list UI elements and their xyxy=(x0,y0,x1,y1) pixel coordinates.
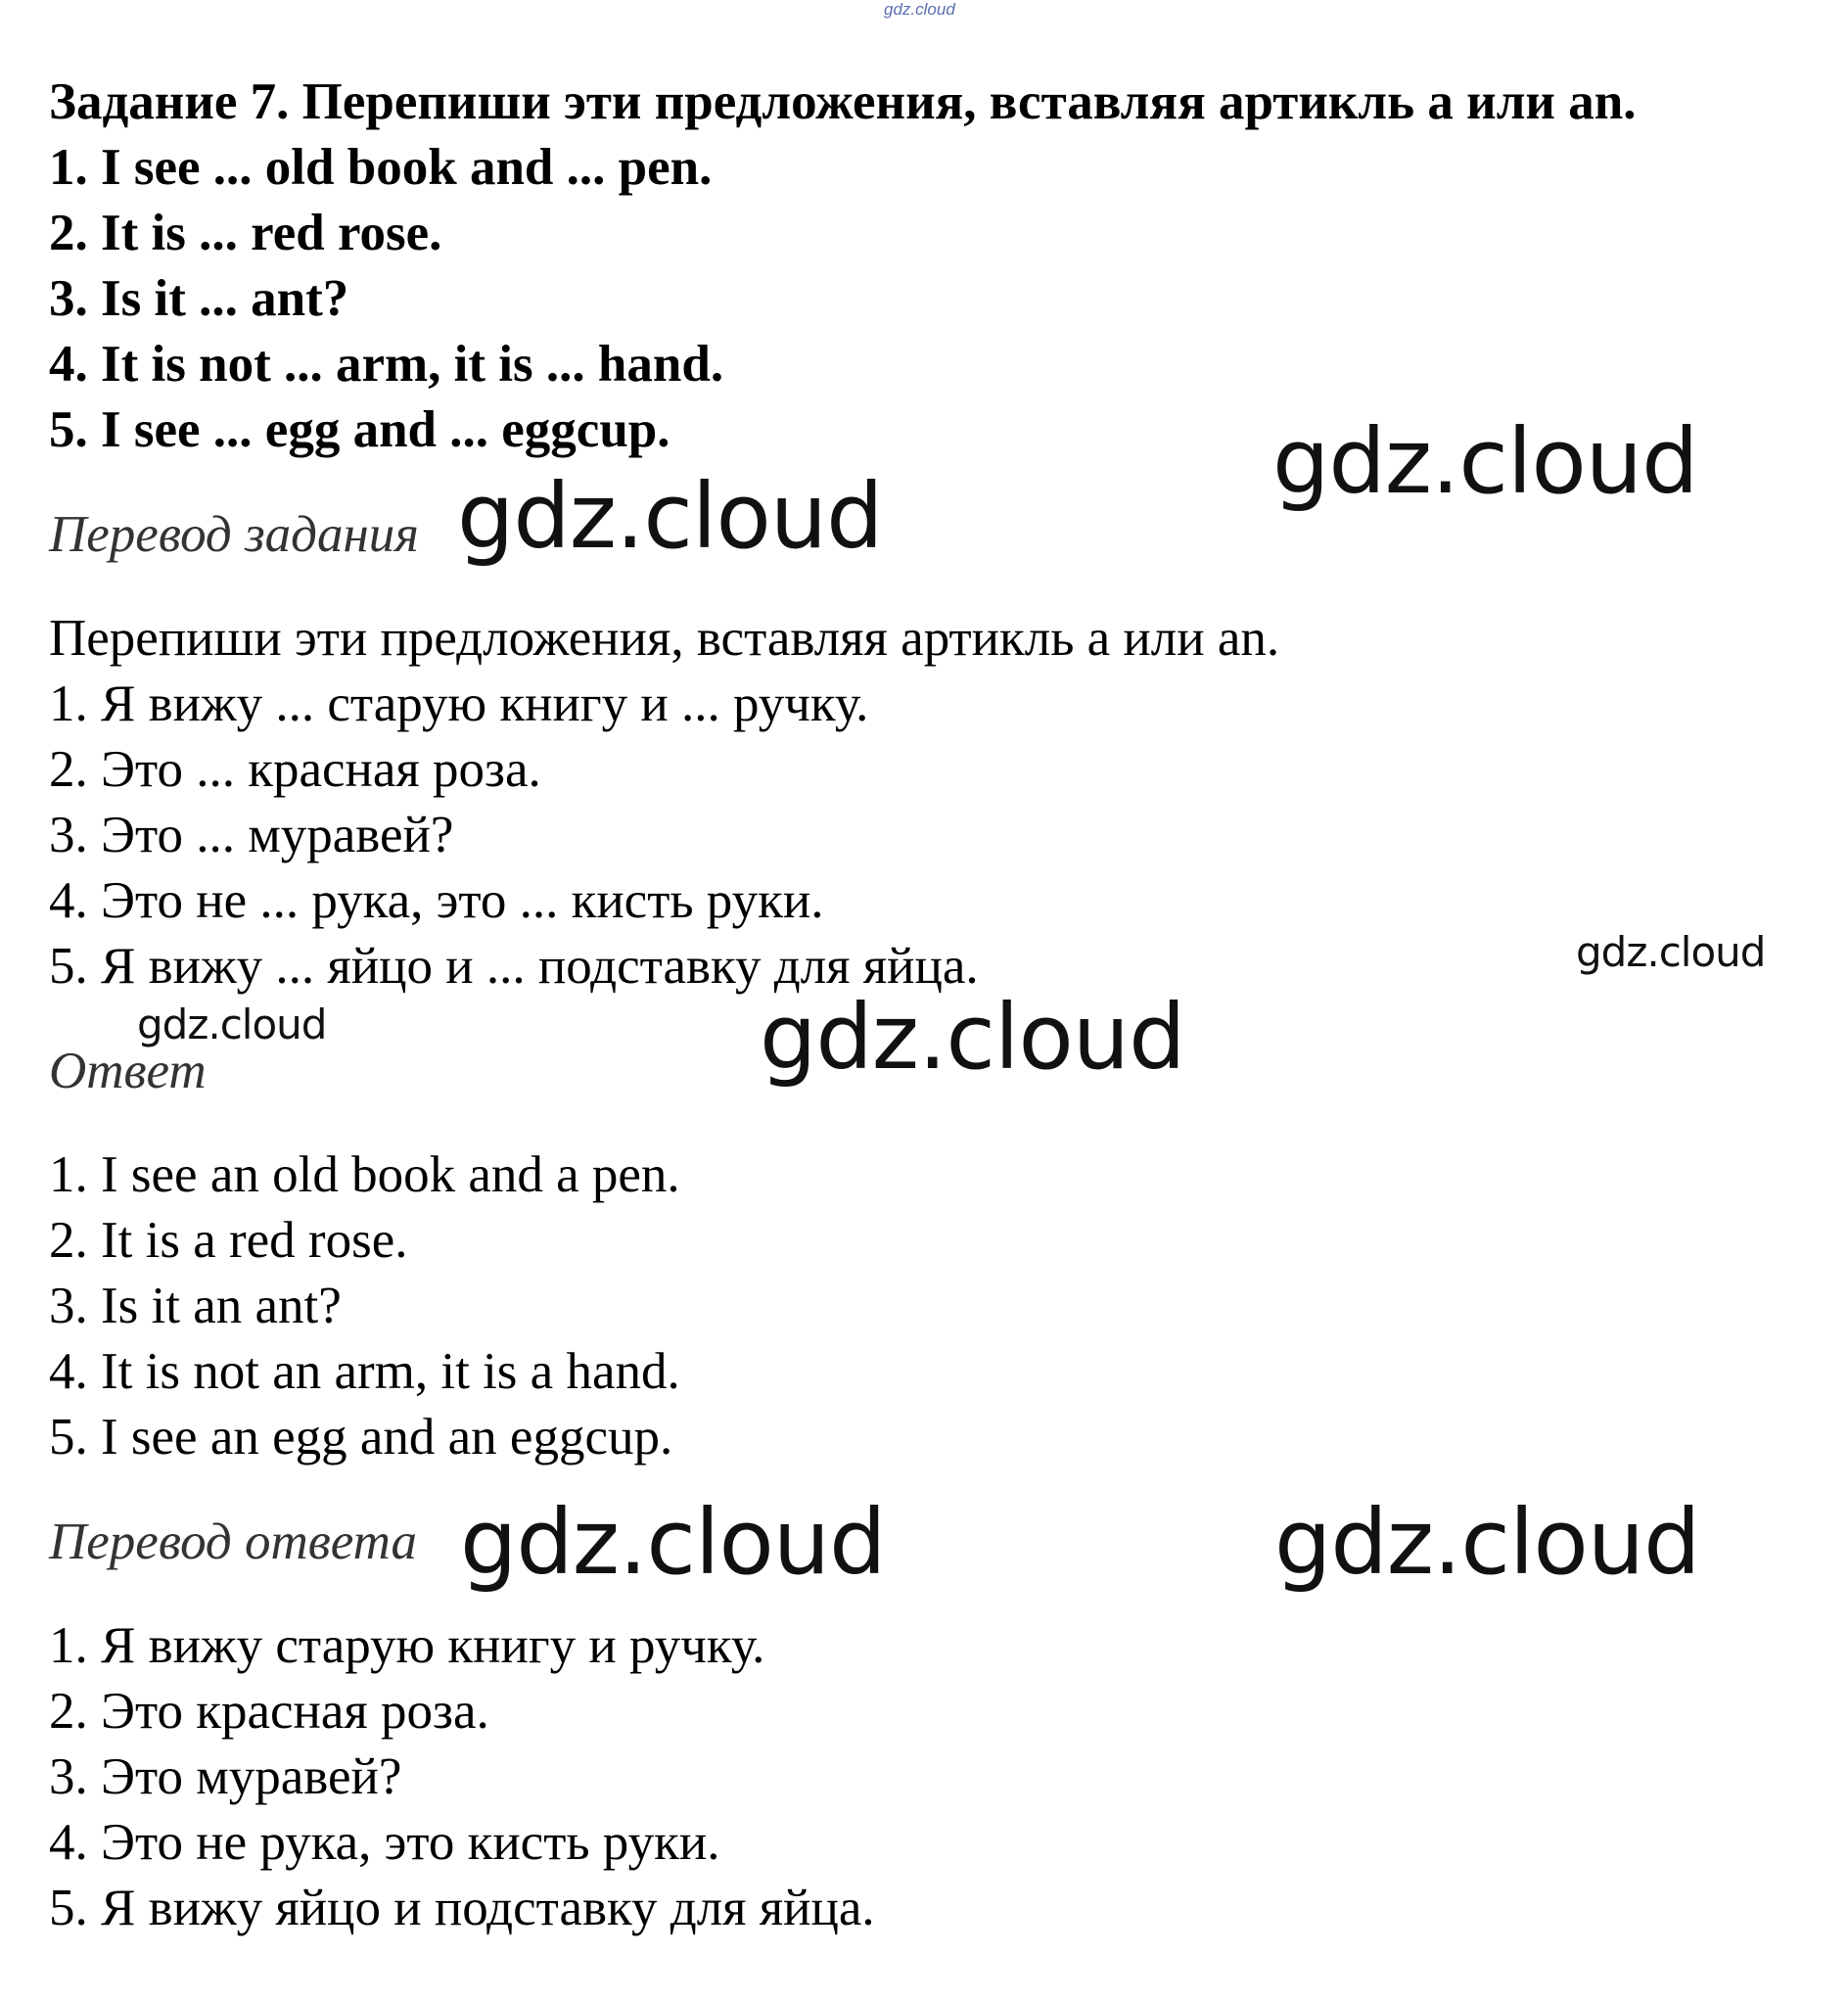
task-translation-item-2: 2. Это ... красная роза. xyxy=(49,741,541,798)
task-translation-item-5: 5. Я вижу ... яйцо и ... подставку для яйца. xyxy=(49,938,979,995)
answer-item-2: 2. It is a red rose. xyxy=(49,1212,408,1269)
answer-item-1: 1. I see an old book and a pen. xyxy=(49,1146,680,1203)
task-item-1: 1. I see ... old book and ... pen. xyxy=(49,139,713,196)
watermark-2: gdz.cloud xyxy=(457,464,883,569)
watermark-6: gdz.cloud xyxy=(460,1490,886,1595)
watermark-7: gdz.cloud xyxy=(1274,1490,1700,1595)
watermark-4: gdz.cloud xyxy=(137,1000,327,1048)
answer-translation-item-3: 3. Это муравей? xyxy=(49,1748,402,1805)
task-item-3: 3. Is it ... ant? xyxy=(49,270,349,327)
top-watermark: gdz.cloud xyxy=(884,0,955,19)
task-item-2: 2. It is ... red rose. xyxy=(49,205,442,261)
watermark-3: gdz.cloud xyxy=(1576,928,1766,976)
task-translation-item-4: 4. Это не ... рука, это ... кисть руки. xyxy=(49,872,824,929)
answer-translation-item-1: 1. Я вижу старую книгу и ручку. xyxy=(49,1617,765,1674)
answer-label: Ответ xyxy=(49,1043,207,1099)
task-title: Задание 7. Перепиши эти предложения, вставляя артикль a или an. xyxy=(49,73,1637,130)
answer-translation-label: Перевод ответа xyxy=(49,1513,418,1570)
answer-translation-item-2: 2. Это красная роза. xyxy=(49,1683,489,1740)
task-item-5: 5. I see ... egg and ... eggcup. xyxy=(49,401,670,458)
answer-item-4: 4. It is not an arm, it is a hand. xyxy=(49,1343,680,1400)
task-item-4: 4. It is not ... arm, it is ... hand. xyxy=(49,336,724,393)
task-translation-label: Перевод задания xyxy=(49,506,419,563)
task-translation-item-1: 1. Я вижу ... старую книгу и ... ручку. xyxy=(49,675,869,732)
task-translation-title: Перепиши эти предложения, вставляя артикль a или an. xyxy=(49,610,1280,667)
watermark-1: gdz.cloud xyxy=(1272,409,1698,514)
answer-item-5: 5. I see an egg and an eggcup. xyxy=(49,1409,673,1466)
watermark-5: gdz.cloud xyxy=(760,985,1185,1090)
answer-item-3: 3. Is it an ant? xyxy=(49,1278,342,1334)
answer-translation-item-4: 4. Это не рука, это кисть руки. xyxy=(49,1814,720,1871)
task-translation-item-3: 3. Это ... муравей? xyxy=(49,807,454,863)
answer-translation-item-5: 5. Я вижу яйцо и подставку для яйца. xyxy=(49,1880,875,1936)
